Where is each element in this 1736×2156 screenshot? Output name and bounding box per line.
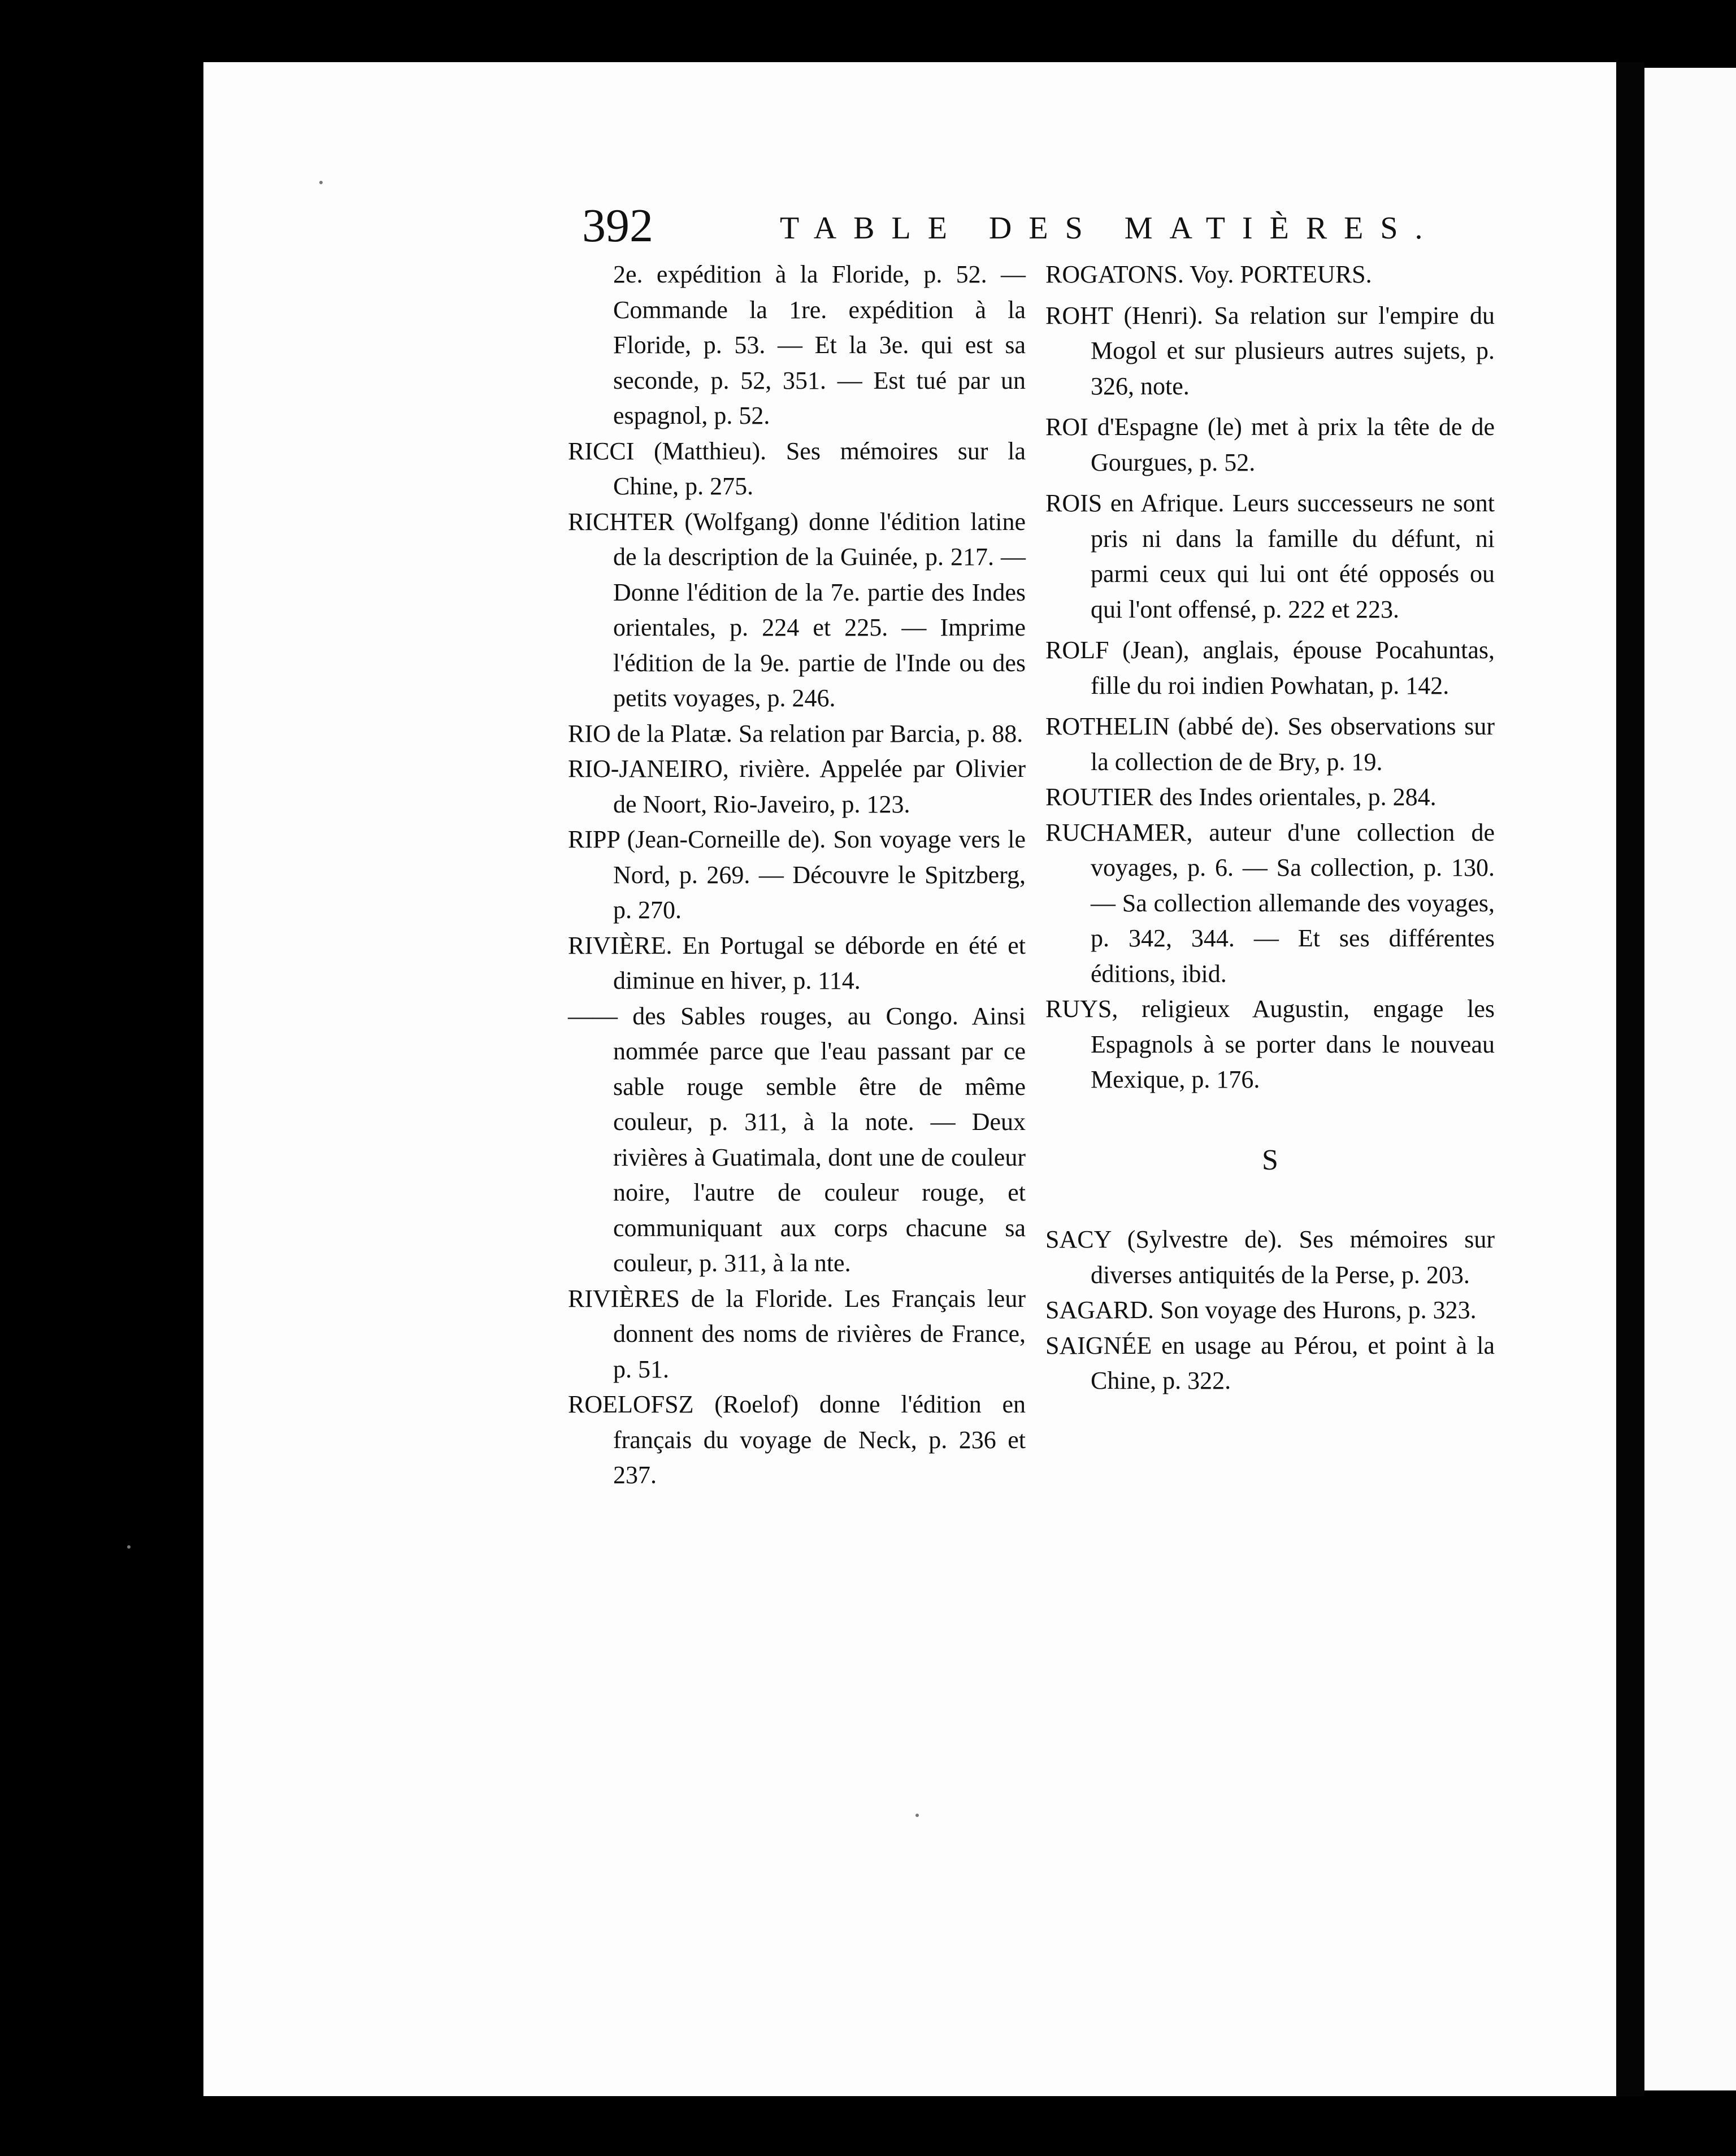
index-entry: RIO de la Platæ. Sa relation par Barcia, p. 88. bbox=[568, 719, 1023, 747]
page-number: 392 bbox=[582, 199, 653, 252]
index-entry: RIPP (Jean-Corneille de). Son voyage vers le Nord, p. 269. — Découvre le Spitzberg, p. 270. bbox=[568, 825, 1026, 924]
index-entry: ROTHELIN (abbé de). Ses observations sur la collection de de Bry, p. 19. bbox=[1045, 712, 1495, 776]
index-entry: RUCHAMER, auteur d'une collection de voyages, p. 6. — Sa collection, p. 130. — Sa collection allemande des voyages, p. 342, 344. — Et ses différentes éditions, ibid. bbox=[1045, 818, 1495, 988]
index-entry: 2e. expédition à la Floride, p. 52. — Commande la 1re. expédition à la Floride, p. 53. — Et la 3e. qui est sa seconde, p. 52, 351. — Est tué par un espagnol, p. 52. bbox=[613, 260, 1026, 429]
index-column-left bbox=[568, 257, 1026, 1493]
page-header bbox=[582, 199, 1440, 252]
index-entry: RIVIÈRES de la Floride. Les Français leur donnent des noms de rivières de France, p. 51. bbox=[568, 1284, 1026, 1383]
index-entry: ROGATONS. Voy. PORTEURS. bbox=[1045, 260, 1372, 288]
index-entry: ROUTIER des Indes orientales, p. 284. bbox=[1045, 783, 1436, 811]
index-column-right bbox=[1045, 257, 1495, 1399]
index-entry: RUYS, religieux Augustin, engage les Espagnols à se porter dans le nouveau Mexique, p. 176. bbox=[1045, 995, 1495, 1093]
index-entry: SAIGNÉE en usage au Pérou, et point à la Chine, p. 322. bbox=[1045, 1331, 1495, 1394]
index-entry: —— des Sables rouges, au Congo. Ainsi nommée parce que l'eau passant par ce sable rouge semble être de même couleur, p. 311, à la note. — Deux rivières à Guatimala, dont une de couleur noire, l'autre de couleur rouge, et communiquant aux corps chacune sa couleur, p. 311, à la nte. bbox=[568, 1002, 1026, 1277]
book-gutter bbox=[1616, 62, 1644, 2096]
index-entry: RIVIÈRE. En Portugal se déborde en été et diminue en hiver, p. 114. bbox=[568, 931, 1026, 994]
index-entry: SAGARD. Son voyage des Hurons, p. 323. bbox=[1045, 1296, 1477, 1324]
index-entry: ROIS en Afrique. Leurs successeurs ne sont pris ni dans la famille du défunt, ni parmi ceux qui lui ont été opposés ou qui l'ont offensé, p. 222 et 223. bbox=[1045, 489, 1495, 623]
facing-page-edge bbox=[1644, 68, 1736, 2090]
index-entry: RICCI (Matthieu). Ses mémoires sur la Chine, p. 275. bbox=[568, 437, 1026, 500]
index-entry: ROHT (Henri). Sa relation sur l'empire du Mogol et sur plusieurs autres sujets, p. 326, note. bbox=[1045, 301, 1495, 400]
index-entry: ROI d'Espagne (le) met à prix la tête de de Gourgues, p. 52. bbox=[1045, 413, 1495, 476]
scan-speck bbox=[915, 1814, 919, 1817]
index-entry: ROLF (Jean), anglais, épouse Pocahuntas, fille du roi indien Powhatan, p. 142. bbox=[1045, 636, 1495, 699]
running-title: TABLE DES MATIÈRES. bbox=[780, 211, 1440, 246]
index-entry: SACY (Sylvestre de). Ses mémoires sur diverses antiquités de la Perse, p. 203. bbox=[1045, 1225, 1495, 1289]
section-letter: S bbox=[1262, 1144, 1278, 1176]
scan-speck bbox=[319, 181, 323, 184]
index-entry: RICHTER (Wolfgang) donne l'édition latine de la description de la Guinée, p. 217. — Donne l'édition de la 7e. partie des Indes orientales, p. 224 et 225. — Imprime l'édition de la 9e. partie de l'Inde ou des petits voyages, p. 246. bbox=[568, 507, 1026, 712]
scan-speck bbox=[127, 1545, 131, 1549]
index-entry: RIO-JANEIRO, rivière. Appelée par Olivier de Noort, Rio-Javeiro, p. 123. bbox=[568, 755, 1026, 818]
index-entry: ROELOFSZ (Roelof) donne l'édition en français du voyage de Neck, p. 236 et 237. bbox=[568, 1390, 1026, 1489]
